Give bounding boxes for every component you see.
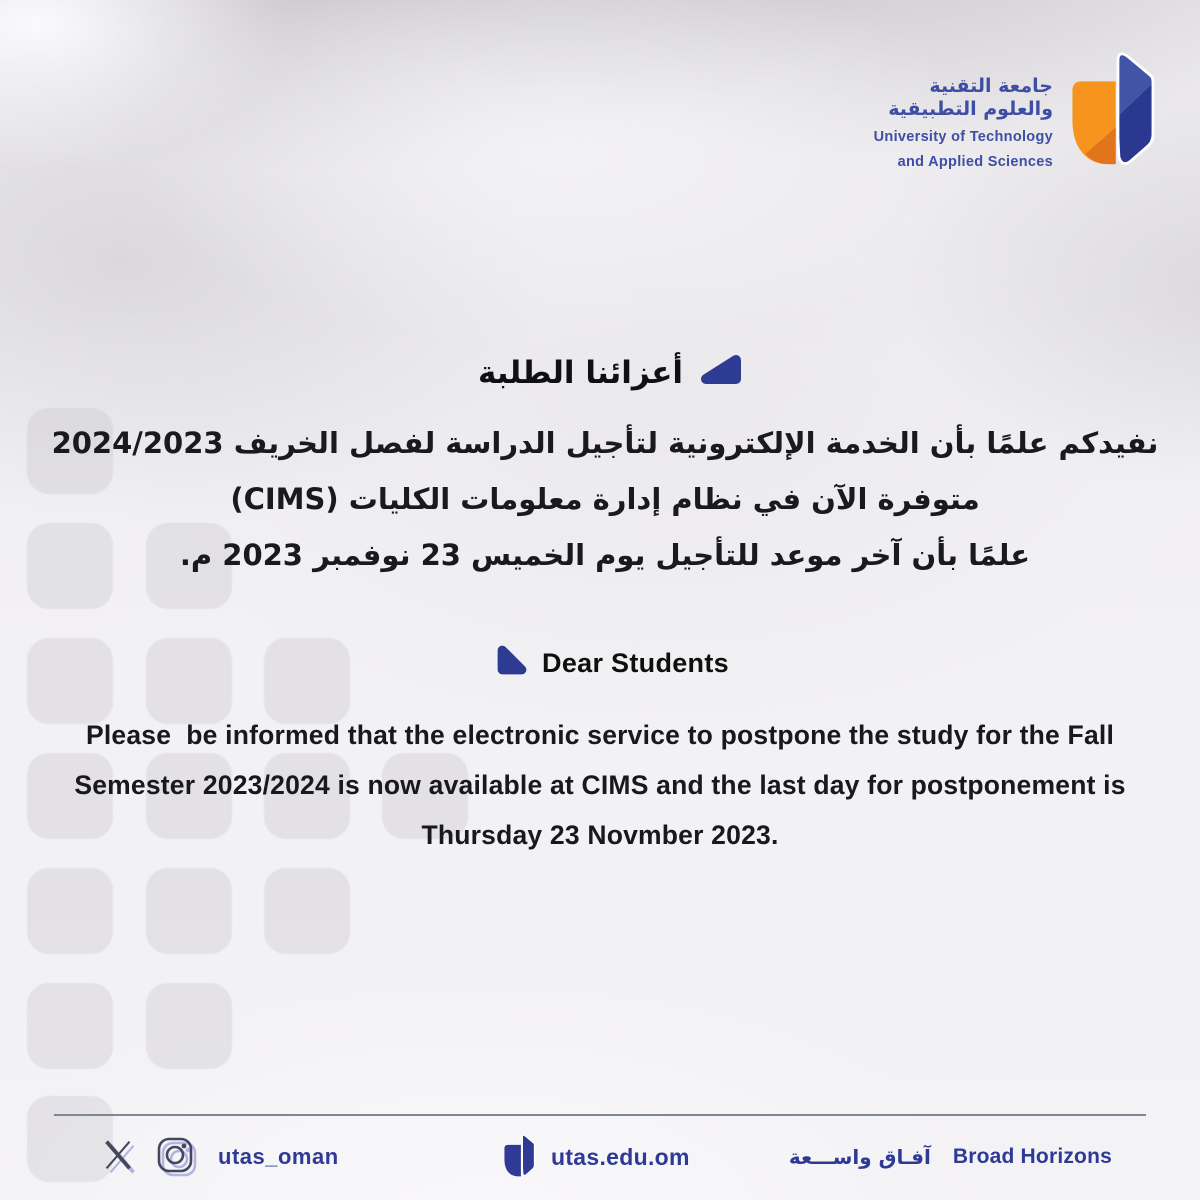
english-announcement-text xyxy=(40,710,1160,860)
university-name-arabic-line2: والعلوم التطبيقية xyxy=(888,98,1053,121)
university-brand xyxy=(874,48,1158,173)
footer-slogan-group xyxy=(789,1130,1112,1184)
footer-social-group xyxy=(98,1130,339,1184)
arabic-heading: أعزائنا الطلبة xyxy=(477,354,683,391)
slogan-english: Broad Horizons xyxy=(952,1145,1112,1168)
english-line-2: Semester 2023/2024 is now available at CIMS and the last day for postponement is xyxy=(74,770,1126,800)
university-name-arabic-line1: جامعة التقنية xyxy=(929,74,1053,97)
arabic-line-3: علمًا بأن آخر موعد للتأجيل يوم الخميس 23 نوفمبر 2023 م. xyxy=(179,538,1031,572)
bg-pattern-square xyxy=(264,868,350,954)
arabic-heading-row xyxy=(11,352,1200,393)
footer-website-group xyxy=(502,1130,690,1184)
arabic-line-2: متوفرة الآن في نظام إدارة معلومات الكليات (CIMS) xyxy=(230,482,980,516)
flag-triangle-ltr-icon xyxy=(493,642,530,684)
footer-divider xyxy=(54,1114,1146,1116)
english-line-1: Please be informed that the electronic service to postpone the study for the Fall xyxy=(85,720,1115,750)
bg-pattern-square xyxy=(146,983,232,1069)
bg-pattern-square xyxy=(27,868,113,954)
flag-triangle-rtl-icon xyxy=(696,352,744,393)
social-handle: utas_oman xyxy=(218,1144,339,1169)
university-name xyxy=(874,75,1053,173)
footer xyxy=(0,1130,1200,1184)
english-line-3: Thursday 23 Novmber 2023. xyxy=(421,820,779,850)
english-heading-row xyxy=(11,642,1200,684)
english-heading: Dear Students xyxy=(542,647,729,678)
slogan-arabic: آفـاق واســـعة xyxy=(788,1145,931,1169)
instagram-icon xyxy=(154,1134,196,1181)
university-name-english-line1: University of Technology xyxy=(873,129,1053,146)
utas-logo-icon xyxy=(1066,48,1158,173)
university-name-english-line2: and Applied Sciences xyxy=(897,153,1053,170)
website-url: utas.edu.om xyxy=(551,1143,690,1170)
bg-pattern-square xyxy=(27,983,113,1069)
arabic-announcement-text xyxy=(5,415,1200,583)
utas-logo-mark-blue-icon xyxy=(502,1132,537,1183)
arabic-line-1: نفيدكم علمًا بأن الخدمة الإلكترونية لتأجيل الدراسة لفصل الخريف 2024/2023 xyxy=(51,426,1159,460)
x-twitter-icon xyxy=(98,1134,140,1181)
bg-pattern-square xyxy=(146,868,232,954)
